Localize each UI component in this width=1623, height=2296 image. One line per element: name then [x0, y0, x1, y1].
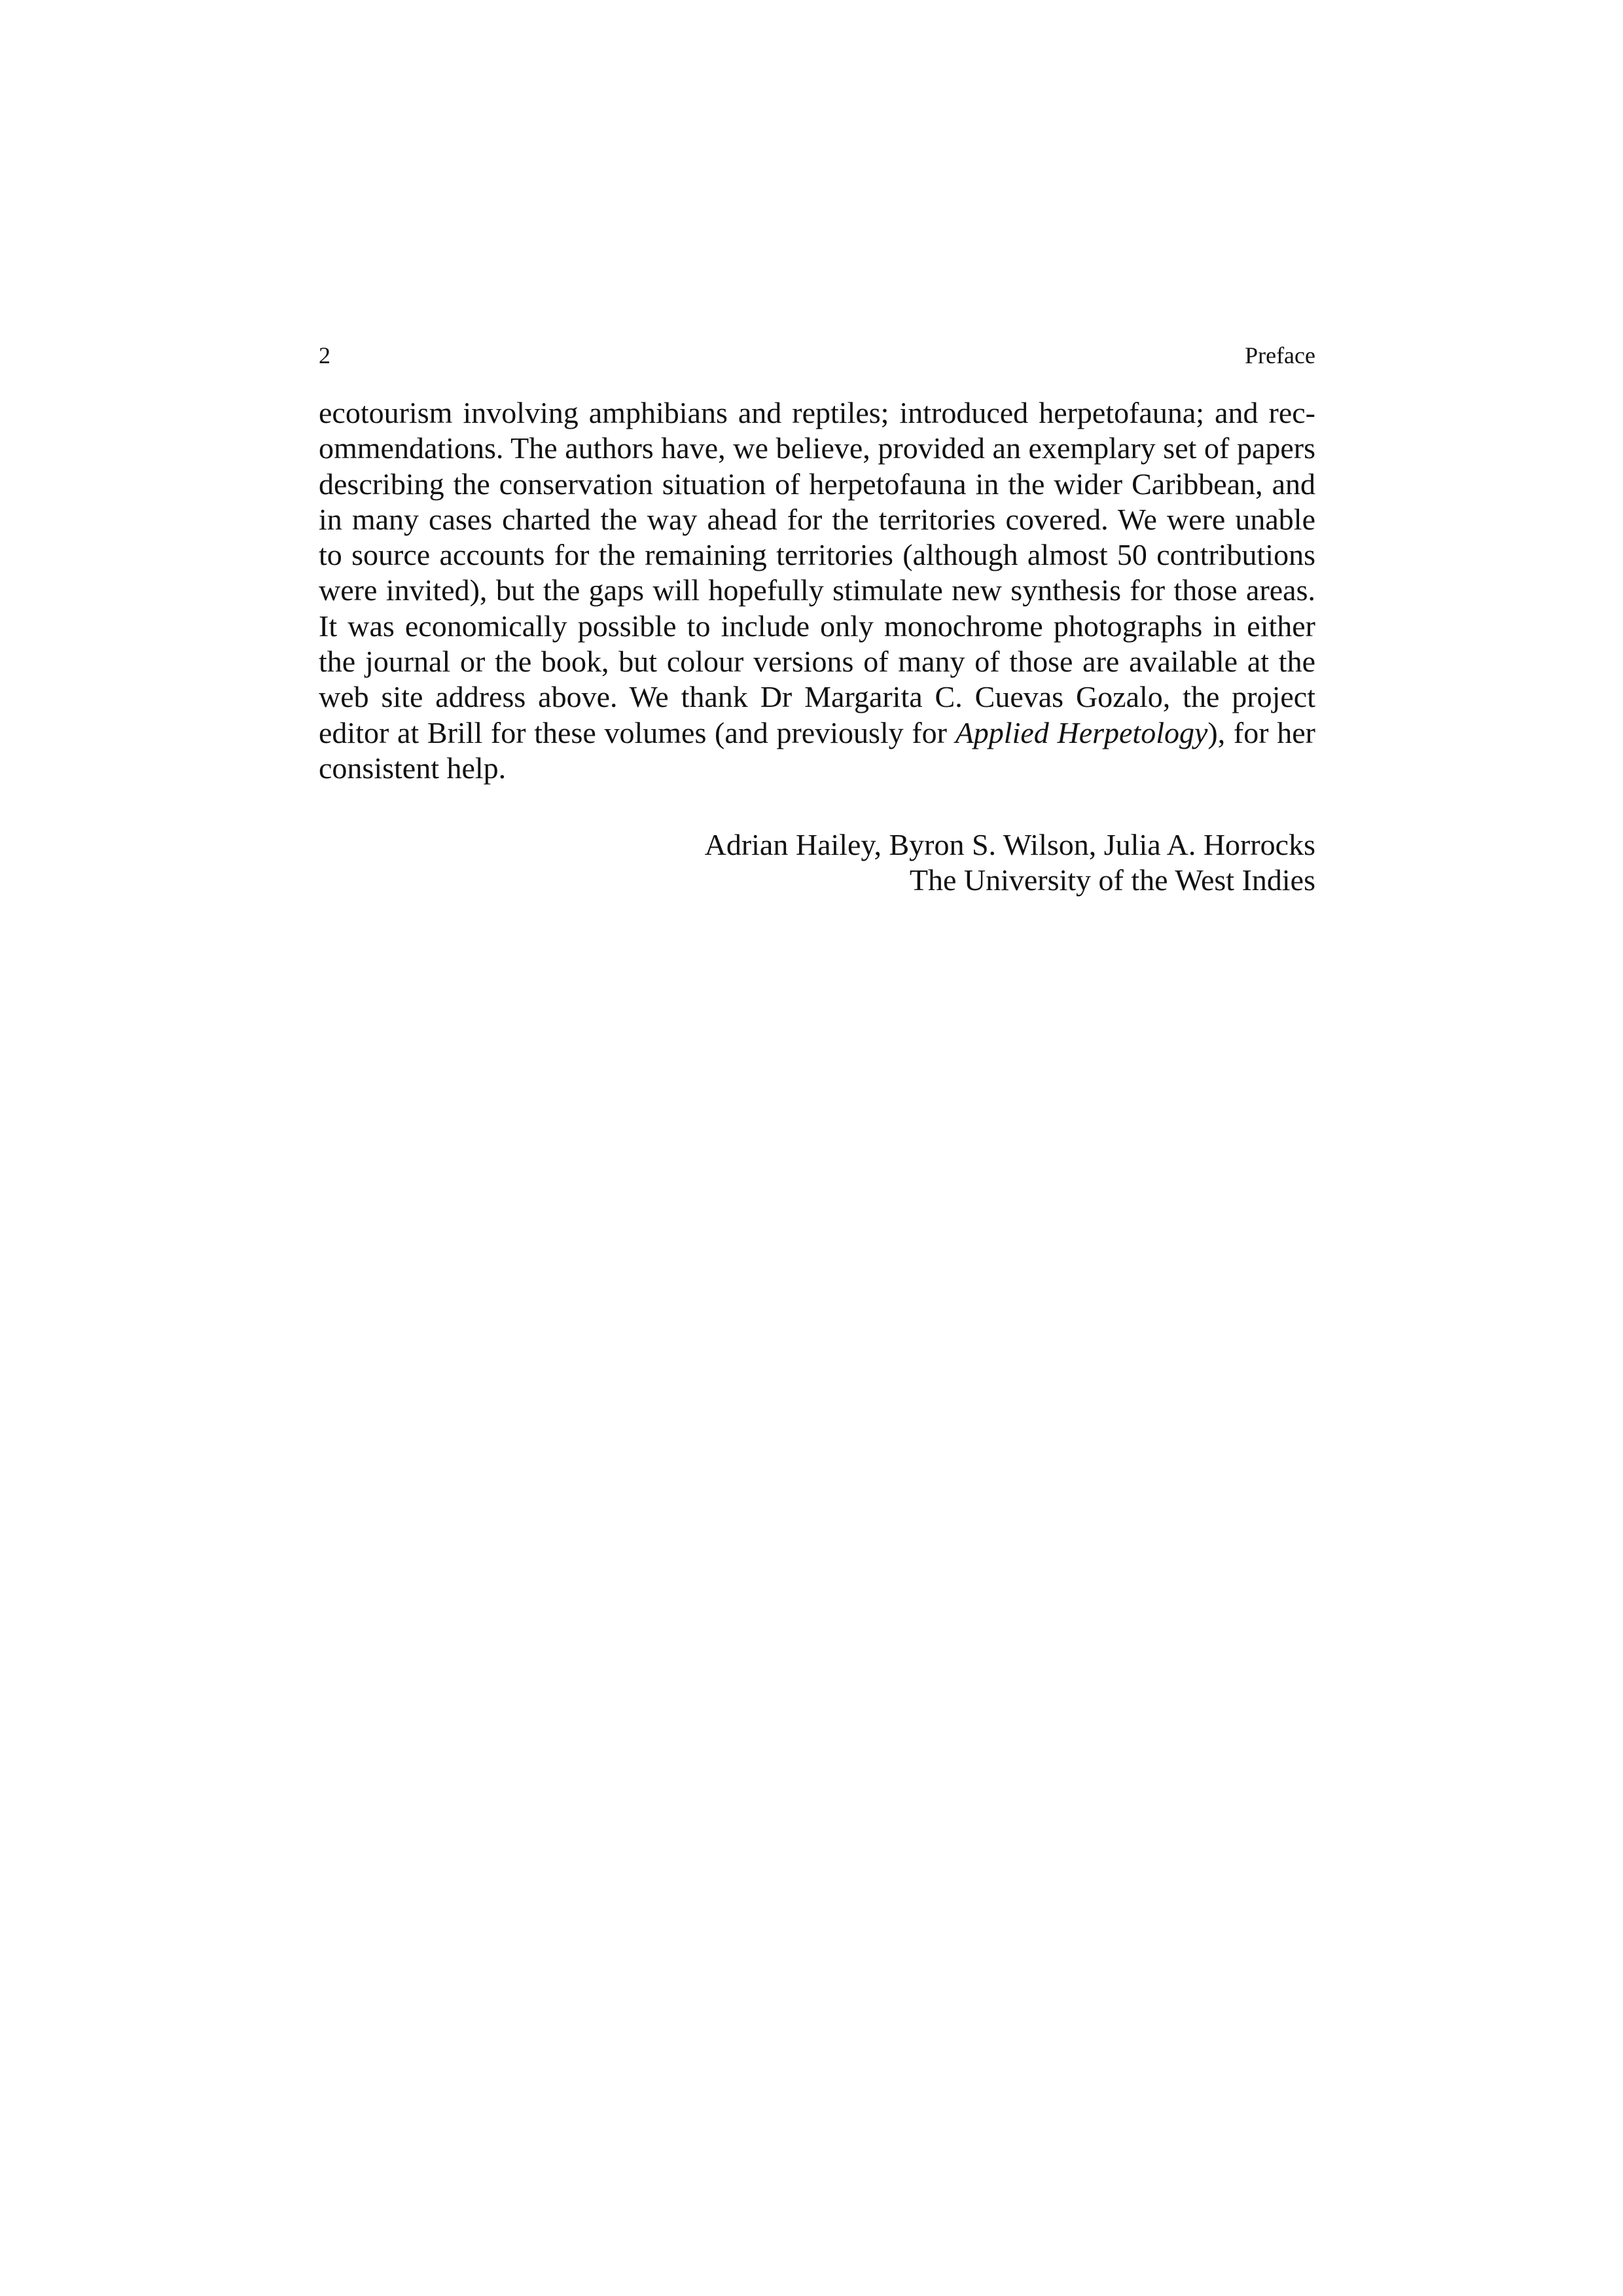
- page-number: 2: [319, 342, 330, 368]
- author-names: Adrian Hailey, Byron S. Wilson, Julia A. Horrocks: [704, 828, 1315, 861]
- running-head: [319, 339, 1315, 372]
- paragraph-text-start: ecotourism involving amphibians and reptiles; introduced herpetofauna; and recommendations. The authors have, we believe, provided an exemplary set of papers describing the conservation situation of herpetofauna in the wider Caribbean, and in many cases charted the way ahead for the territories covered. We were unable to source accounts for the remaining territories (although almost 50 contributions were invited), but the gaps will hopefully stimulate new synthesis for those areas. It was economically possible to include only monochrome photographs in either the journal or the book, but colour versions of many of those are available at the web site address above. We thank Dr Margarita C. Cuevas Gozalo, the project editor at Brill for these volumes (and previously for: [319, 396, 1315, 749]
- author-affiliation: The University of the West Indies: [909, 863, 1315, 897]
- section-title: Preface: [1245, 342, 1315, 368]
- signature-block: [319, 827, 1315, 899]
- italic-journal-title: Applied Herpetology: [955, 715, 1208, 749]
- preface-body: [319, 395, 1315, 786]
- preface-paragraph: [319, 395, 1315, 786]
- paragraph-text-end: ), for her consistent help.: [319, 715, 1316, 785]
